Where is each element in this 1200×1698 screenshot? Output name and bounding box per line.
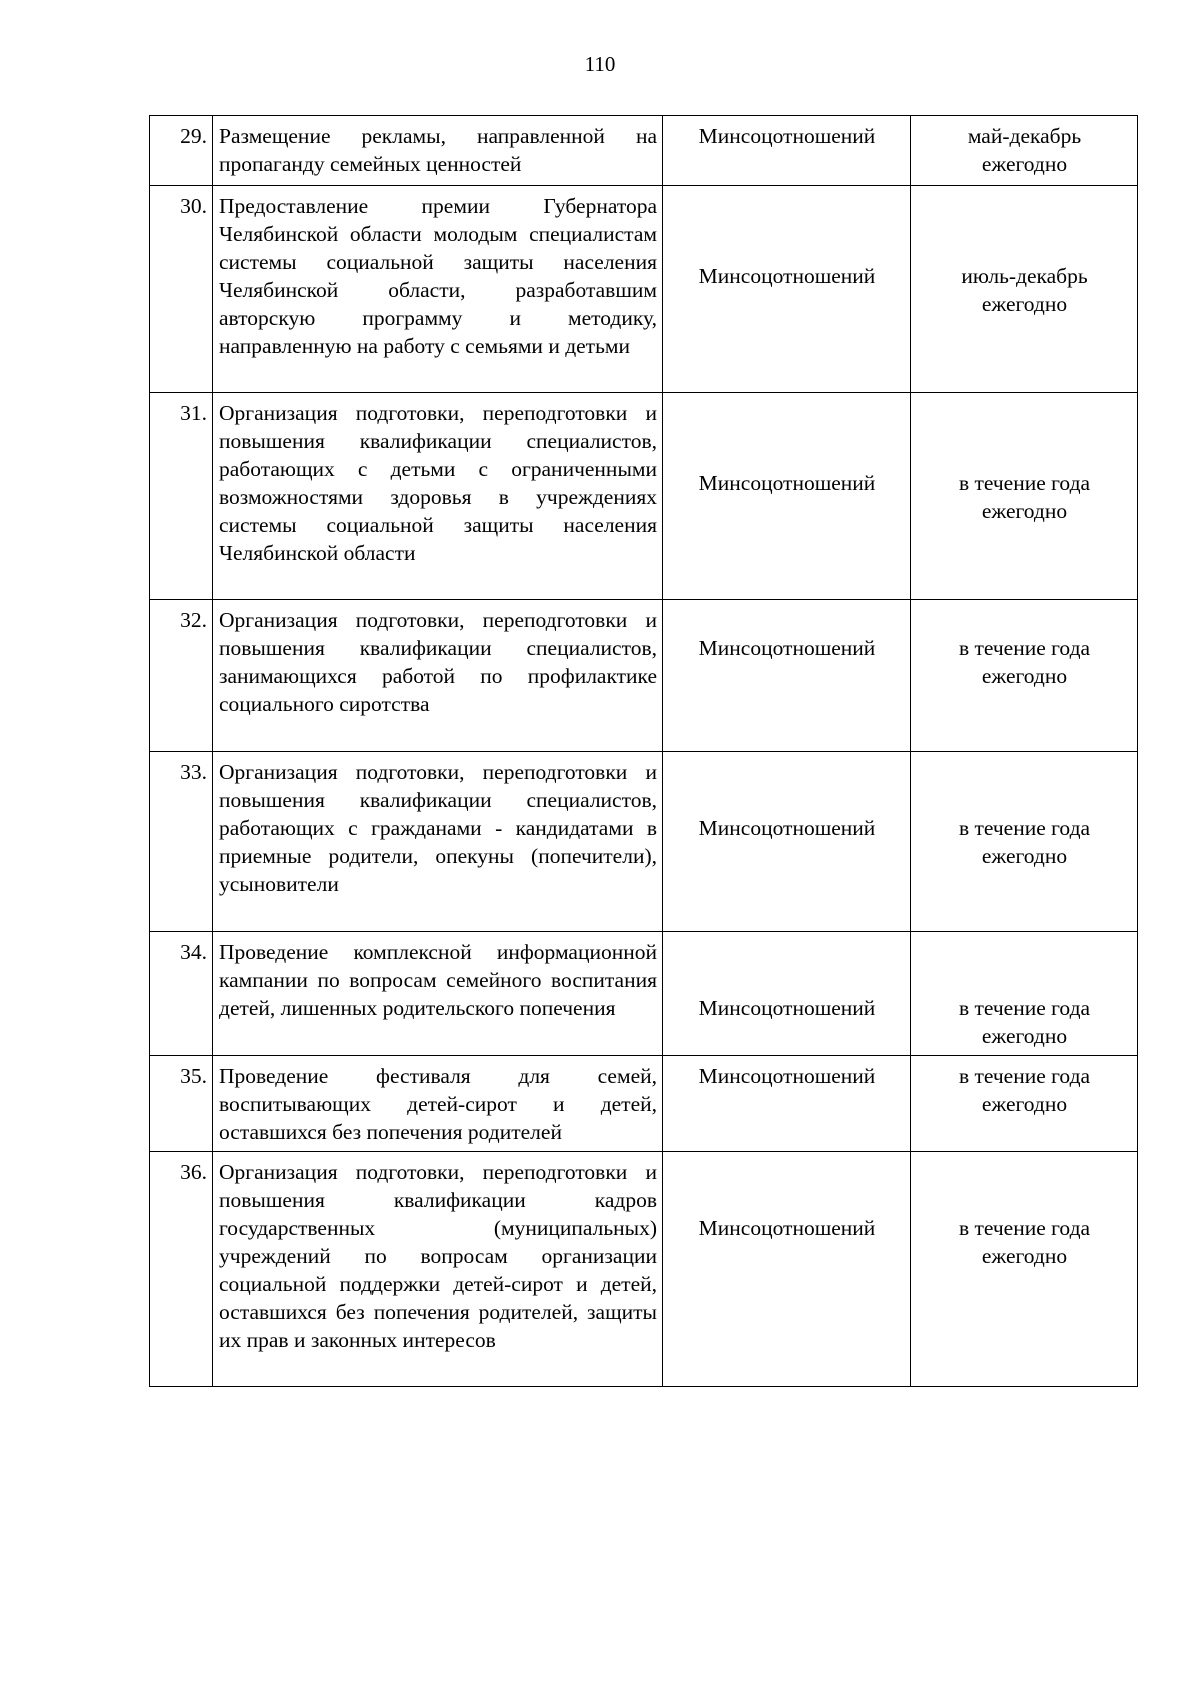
term-frequency: ежегодно (981, 152, 1068, 176)
table-row (150, 932, 1138, 1056)
term-period: июль-декабрь (961, 263, 1088, 288)
row-number: 30. (150, 186, 213, 393)
term-period: в течение года (958, 1064, 1091, 1088)
executor-spacer (669, 966, 905, 994)
measure-description: Предоставление премии Губернатора Челябинской области молодым специалистам системы социальной защиты населения Челябинской области, разработавшим авторскую программу и методику, направленную на работу с семьями и детьми (213, 186, 663, 393)
executor-cell: Минсоцотношений (663, 1056, 911, 1152)
executor-name: Минсоцотношений (698, 263, 876, 288)
term-frequency: ежегодно (981, 1092, 1068, 1116)
executor-cell (663, 393, 911, 600)
term-cell (911, 752, 1138, 932)
executor-spacer (669, 606, 905, 634)
term-spacer (917, 938, 1132, 966)
executor-spacer (669, 1186, 905, 1214)
row-number: 31. (150, 393, 213, 600)
executor-name: Минсоцотношений (698, 996, 876, 1020)
term-cell (911, 393, 1138, 600)
measure-description: Размещение рекламы, направленной на пропаганду семейных ценностей (213, 116, 663, 186)
executor-spacer (669, 290, 905, 318)
executor-spacer (669, 1158, 905, 1186)
term-cell (911, 932, 1138, 1056)
term-cell (911, 600, 1138, 752)
measure-description: Проведение фестиваля для семей, воспитывающих детей-сирот и детей, оставшихся без попечения родителей (213, 1056, 663, 1152)
term-spacer (917, 606, 1132, 634)
row-number: 29. (150, 116, 213, 186)
executor-cell (663, 752, 911, 932)
executor-cell (663, 600, 911, 752)
table-row (150, 752, 1138, 932)
executor-name: Минсоцотношений (698, 816, 876, 840)
measure-description: Организация подготовки, переподготовки и повышения квалификации кадров государственных (муниципальных) учреждений по вопросам организации социальной поддержки детей-сирот и детей, оставшихся без попечения родителей, защиты их прав и законных интересов (213, 1152, 663, 1387)
term-period: май-декабрь (967, 124, 1082, 148)
executor-spacer (669, 842, 905, 870)
term-frequency: ежегодно (981, 1024, 1068, 1048)
term-cell (911, 1056, 1138, 1152)
term-frequency: ежегодно (981, 664, 1068, 688)
table-row (150, 393, 1138, 600)
measure-description: Проведение комплексной информационной кампании по вопросам семейного воспитания детей, лишенных родительского попечения (213, 932, 663, 1056)
page-number: 110 (584, 52, 616, 76)
term-cell (911, 116, 1138, 186)
table-row (150, 600, 1138, 752)
measure-description: Организация подготовки, переподготовки и повышения квалификации специалистов, работающих с детьми с ограниченными возможностями здоровья в учреждениях системы социальной защиты населения Челябинской области (213, 393, 663, 600)
executor-name: Минсоцотношений (698, 470, 876, 495)
term-period: в течение года (958, 470, 1091, 495)
term-frequency: ежегодно (981, 498, 1068, 523)
term-cell (911, 186, 1138, 393)
term-frequency: ежегодно (981, 291, 1068, 316)
table-row (150, 116, 1138, 186)
row-number: 35. (150, 1056, 213, 1152)
term-cell (911, 1152, 1138, 1387)
executor-spacer (669, 938, 905, 966)
executor-cell (663, 932, 911, 1056)
row-number: 33. (150, 752, 213, 932)
term-period: в течение года (958, 636, 1091, 660)
executor-name: Минсоцотношений (698, 636, 876, 660)
term-period: в течение года (958, 816, 1091, 840)
term-spacer (917, 966, 1132, 994)
measure-description: Организация подготовки, переподготовки и повышения квалификации специалистов, работающих с гражданами - кандидатами в приемные родители, опекуны (попечители), усыновители (213, 752, 663, 932)
row-number: 36. (150, 1152, 213, 1387)
row-number: 34. (150, 932, 213, 1056)
table-row (150, 1152, 1138, 1387)
measures-table (149, 115, 1138, 1387)
executor-name: Минсоцотношений (698, 1216, 876, 1240)
term-spacer (917, 1186, 1132, 1214)
term-frequency: ежегодно (981, 844, 1068, 868)
executor-cell: Минсоцотношений (663, 116, 911, 186)
executor-spacer (669, 497, 905, 525)
term-period: в течение года (958, 996, 1091, 1020)
row-number: 32. (150, 600, 213, 752)
executor-cell (663, 186, 911, 393)
term-period: в течение года (958, 1216, 1091, 1240)
table-row (150, 186, 1138, 393)
measure-description: Организация подготовки, переподготовки и повышения квалификации специалистов, занимающихся работой по профилактике социального сиротства (213, 600, 663, 752)
term-frequency: ежегодно (981, 1244, 1068, 1268)
table-row (150, 1056, 1138, 1152)
term-spacer (917, 1158, 1132, 1186)
executor-cell (663, 1152, 911, 1387)
